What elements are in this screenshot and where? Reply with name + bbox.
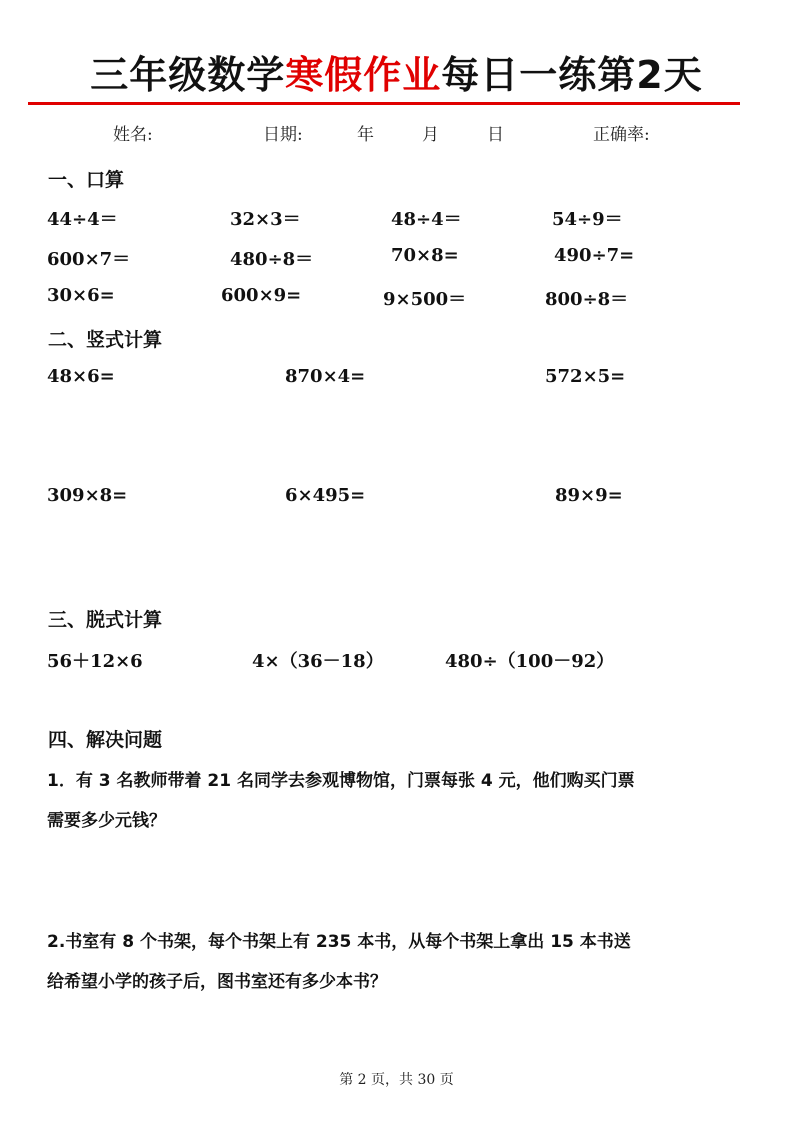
vertical-item: 870×4= <box>285 366 366 387</box>
section-heading-vertical: 二、竖式计算 <box>48 329 163 351</box>
vertical-item: 572×5= <box>545 366 626 387</box>
month-label: 月 <box>422 125 439 145</box>
oral-item: 480÷8＝ <box>230 249 314 270</box>
oral-item: 9×500＝ <box>383 289 467 310</box>
oral-item: 600×9= <box>221 285 302 306</box>
name-label: 姓名: <box>113 125 153 145</box>
problem-1-line-1: 1．有 3 名教师带着 21 名同学去参观博物馆，门票每张 4 元，他们购买门票 <box>47 771 635 791</box>
problem-2-line-1: 2.书室有 8 个书架，每个书架上有 235 本书，从每个书架上拿出 15 本书送 <box>47 932 631 952</box>
oral-item: 600×7＝ <box>47 249 131 270</box>
vertical-item: 309×8= <box>47 485 128 506</box>
title-part-1: 三年级数学 <box>90 53 286 97</box>
vertical-item: 6×495= <box>285 485 366 506</box>
day-label: 日 <box>487 125 504 145</box>
oral-item: 490÷7= <box>554 245 635 266</box>
vertical-item: 48×6= <box>47 366 115 387</box>
page-title <box>0 44 793 99</box>
stepwise-item: 56＋12×6 <box>47 651 143 672</box>
oral-item: 70×8= <box>391 245 459 266</box>
section-heading-oral: 一、口算 <box>48 169 125 191</box>
stepwise-item: 4×（36－18） <box>252 651 384 672</box>
oral-item: 54÷9＝ <box>552 209 623 230</box>
year-label: 年 <box>357 125 374 145</box>
problem-1-line-2: 需要多少元钱？ <box>47 811 166 831</box>
date-label: 日期: <box>263 125 303 145</box>
page-footer: 第 2 页，共 30 页 <box>339 1072 454 1088</box>
stepwise-item: 480÷（100－92） <box>445 651 615 672</box>
title-part-2: 寒假作业 <box>285 53 442 97</box>
oral-item: 44÷4＝ <box>47 209 118 230</box>
problem-2-line-2: 给希望小学的孩子后，图书室还有多少本书？ <box>47 972 387 992</box>
title-divider <box>28 102 740 105</box>
title-part-3: 每日一练第2天 <box>441 53 703 97</box>
vertical-item: 89×9= <box>555 485 623 506</box>
oral-item: 30×6= <box>47 285 115 306</box>
oral-item: 800÷8＝ <box>545 289 629 310</box>
oral-item: 48÷4＝ <box>391 209 462 230</box>
section-heading-problems: 四、解决问题 <box>48 729 163 751</box>
oral-item: 32×3＝ <box>230 209 301 230</box>
section-heading-stepwise: 三、脱式计算 <box>48 609 163 631</box>
accuracy-label: 正确率: <box>593 125 650 145</box>
